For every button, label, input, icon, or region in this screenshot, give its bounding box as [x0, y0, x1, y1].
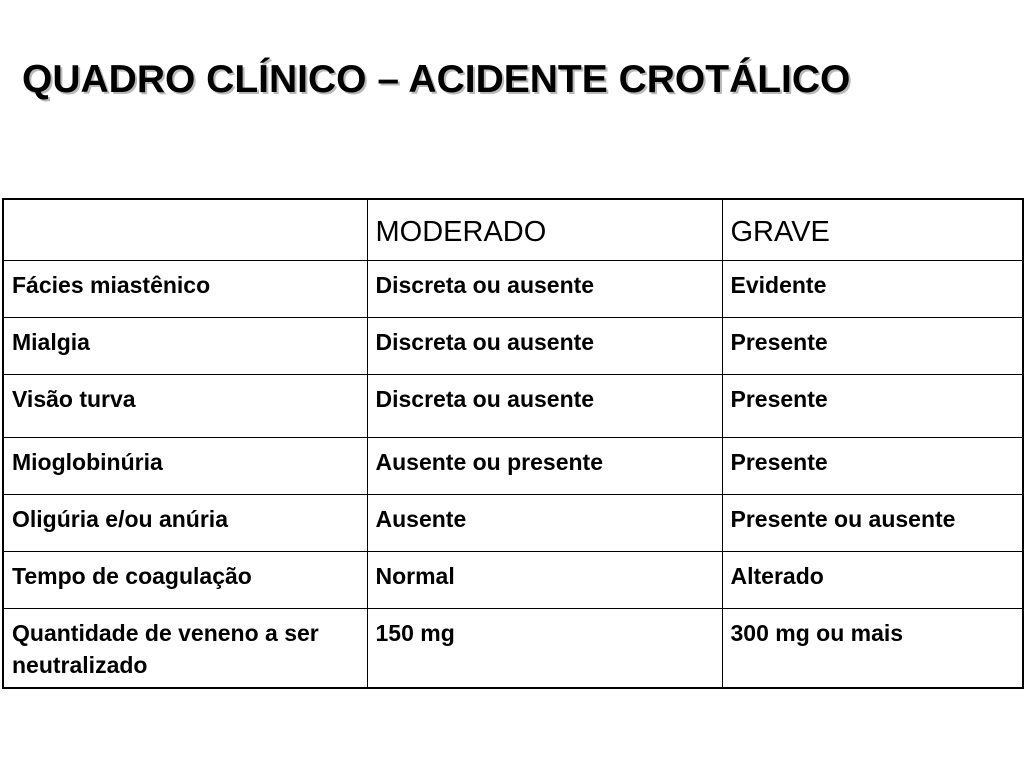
table-row [3, 552, 1023, 609]
table-row [3, 438, 1023, 495]
grave-value: Presente [722, 438, 1023, 495]
moderado-value: 150 mg [367, 609, 722, 689]
row-label: Tempo de coagulação [3, 552, 367, 609]
moderado-value: Ausente ou presente [367, 438, 722, 495]
table-row [3, 261, 1023, 318]
grave-value: Presente [722, 375, 1023, 438]
header-empty-cell [3, 199, 367, 261]
grave-value: 300 mg ou mais [722, 609, 1023, 689]
grave-value: Presente ou ausente [722, 495, 1023, 552]
table-row [3, 609, 1023, 689]
row-label: Quantidade de veneno a ser neutralizado [3, 609, 367, 689]
moderado-value: Ausente [367, 495, 722, 552]
moderado-value: Normal [367, 552, 722, 609]
moderado-value: Discreta ou ausente [367, 318, 722, 375]
page-title: QUADRO CLÍNICO – ACIDENTE CROTÁLICO [22, 58, 851, 101]
row-label: Oligúria e/ou anúria [3, 495, 367, 552]
header-grave: GRAVE [722, 199, 1023, 261]
moderado-value: Discreta ou ausente [367, 261, 722, 318]
clinical-table [2, 198, 1024, 689]
clinical-table-container [2, 198, 1022, 689]
grave-value: Alterado [722, 552, 1023, 609]
moderado-value: Discreta ou ausente [367, 375, 722, 438]
table-row [3, 495, 1023, 552]
table-row [3, 318, 1023, 375]
grave-value: Presente [722, 318, 1023, 375]
grave-value: Evidente [722, 261, 1023, 318]
row-label: Fácies miastênico [3, 261, 367, 318]
row-label: Mialgia [3, 318, 367, 375]
row-label: Visão turva [3, 375, 367, 438]
header-moderado: MODERADO [367, 199, 722, 261]
table-header-row [3, 199, 1023, 261]
row-label: Mioglobinúria [3, 438, 367, 495]
table-row [3, 375, 1023, 438]
